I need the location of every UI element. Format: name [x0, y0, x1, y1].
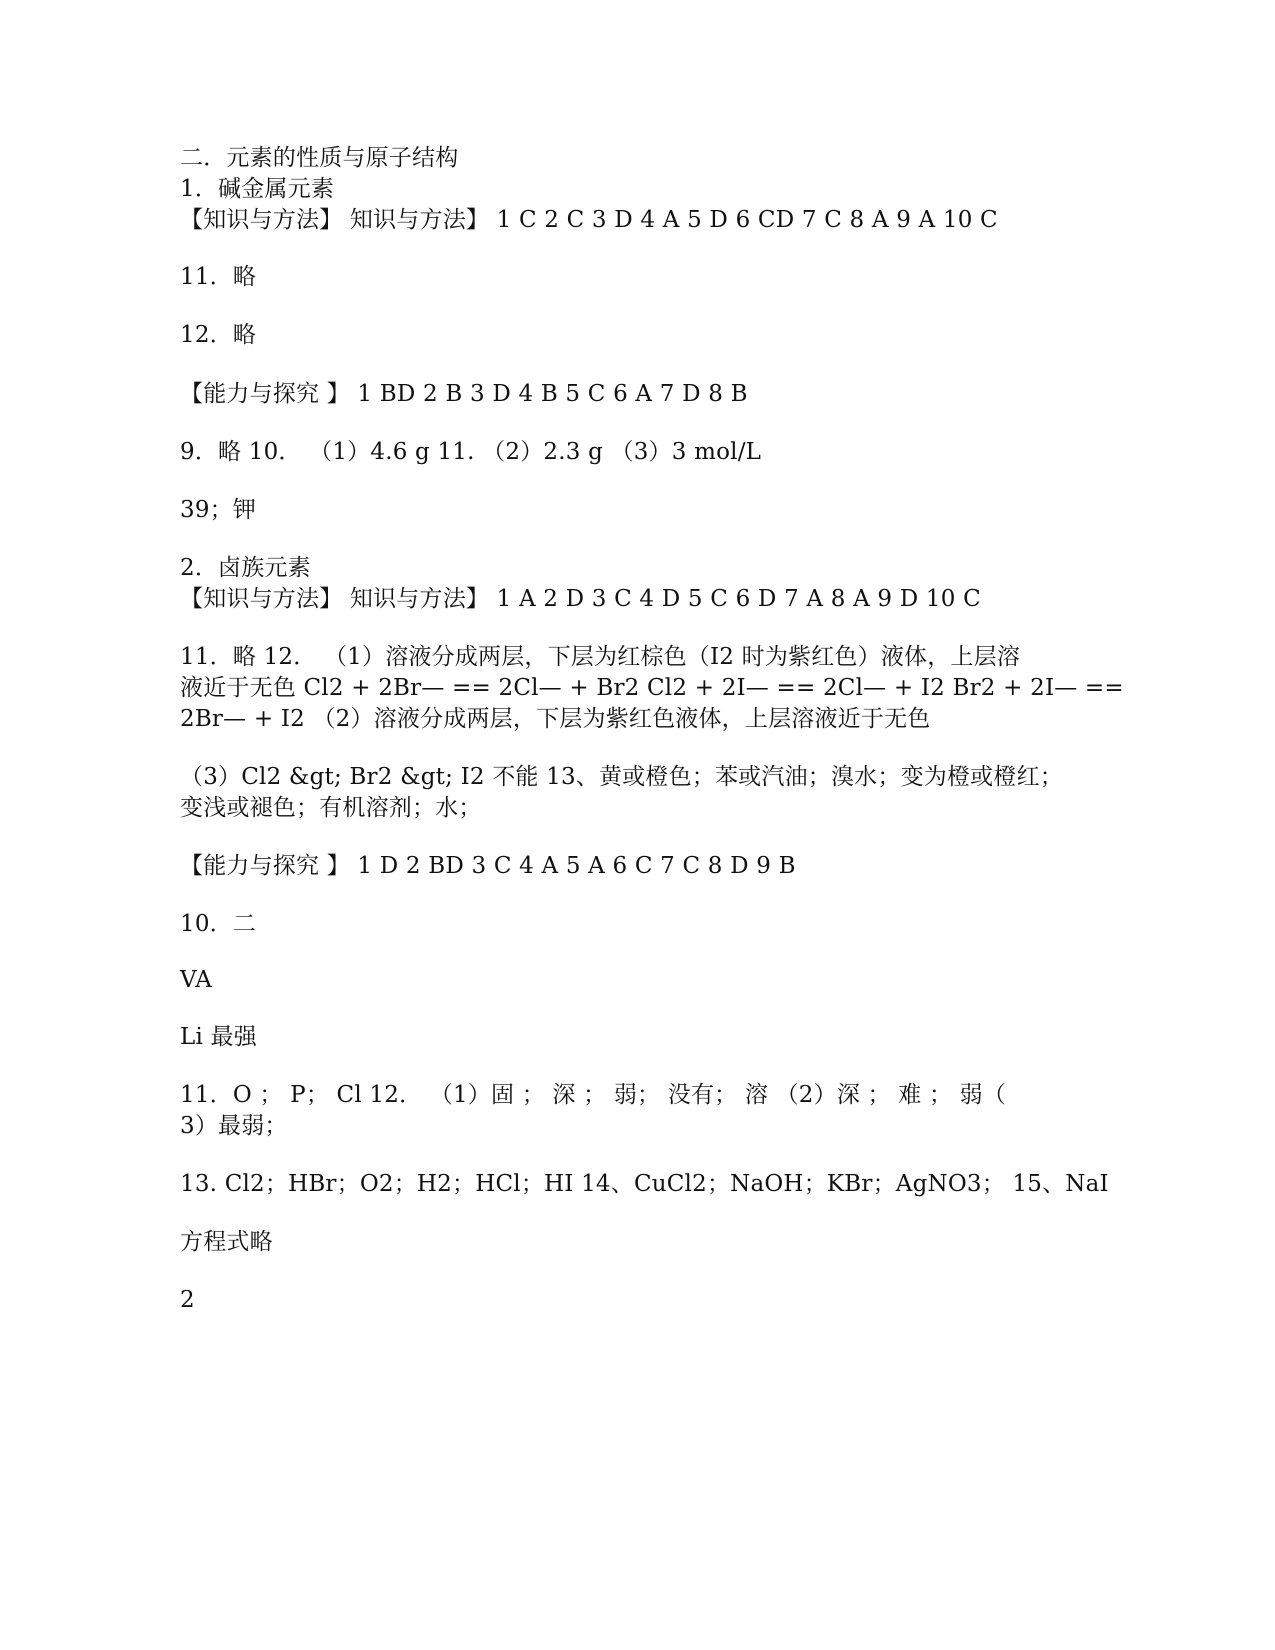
- answer-line: Li 最强: [180, 1024, 257, 1050]
- subsection-heading: 2．卤族元素: [180, 555, 311, 581]
- answer-line: VA: [180, 967, 213, 993]
- answer-line: 3）最弱；: [180, 1113, 288, 1139]
- answer-line: 变浅或褪色；有机溶剂；水；: [180, 795, 482, 821]
- answer-line: 11．O ； P； Cl 12． （1）固 ； 深 ； 弱； 没有； 溶 （2）深 ； 难 ； 弱（: [180, 1082, 1007, 1108]
- answer-line: 9．略 10． （1）4.6 g 11. （2）2.3 g （3）3 mol/L: [180, 439, 762, 465]
- answer-line: 12．略: [180, 322, 257, 348]
- answer-line: 39；钾: [180, 497, 257, 523]
- answer-line: 【能力与探究 】 1 D 2 BD 3 C 4 A 5 A 6 C 7 C 8 D 9 B: [180, 853, 796, 879]
- answer-line: 液近于无色 Cl2 + 2Br— == 2Cl— + Br2 Cl2 + 2I— == 2Cl— + I2 Br2 + 2I— ==: [180, 675, 1124, 701]
- answer-line: （3）Cl2 &gt; Br2 &gt; I2 不能 13、黄或橙色；苯或汽油；溴水；变为橙或橙红；: [180, 764, 1063, 790]
- answer-line: 【知识与方法】 知识与方法】 1 C 2 C 3 D 4 A 5 D 6 CD 7 C 8 A 9 A 10 C: [180, 207, 998, 233]
- answer-line: 10．二: [180, 911, 257, 937]
- answer-line: 方程式略: [180, 1229, 273, 1255]
- section-heading: 二．元素的性质与原子结构: [180, 145, 459, 171]
- answer-line: 2Br— + I2 （2）溶液分成两层，下层为紫红色液体，上层溶液近于无色: [180, 706, 931, 732]
- answer-line: 13. Cl2；HBr；O2；H2；HCl；HI 14、CuCl2；NaOH；KBr；AgNO3； 15、NaI: [180, 1171, 1109, 1197]
- answer-line: 11．略: [180, 264, 257, 290]
- answer-line: 【知识与方法】 知识与方法】 1 A 2 D 3 C 4 D 5 C 6 D 7 A 8 A 9 D 10 C: [180, 586, 981, 612]
- answer-line: 【能力与探究 】 1 BD 2 B 3 D 4 B 5 C 6 A 7 D 8 B: [180, 381, 748, 407]
- subsection-heading: 1．碱金属元素: [180, 176, 335, 202]
- page-number: 2: [180, 1287, 195, 1313]
- answer-line: 11．略 12． （1）溶液分成两层，下层为红棕色（I2 时为紫红色）液体，上层溶: [180, 644, 1021, 670]
